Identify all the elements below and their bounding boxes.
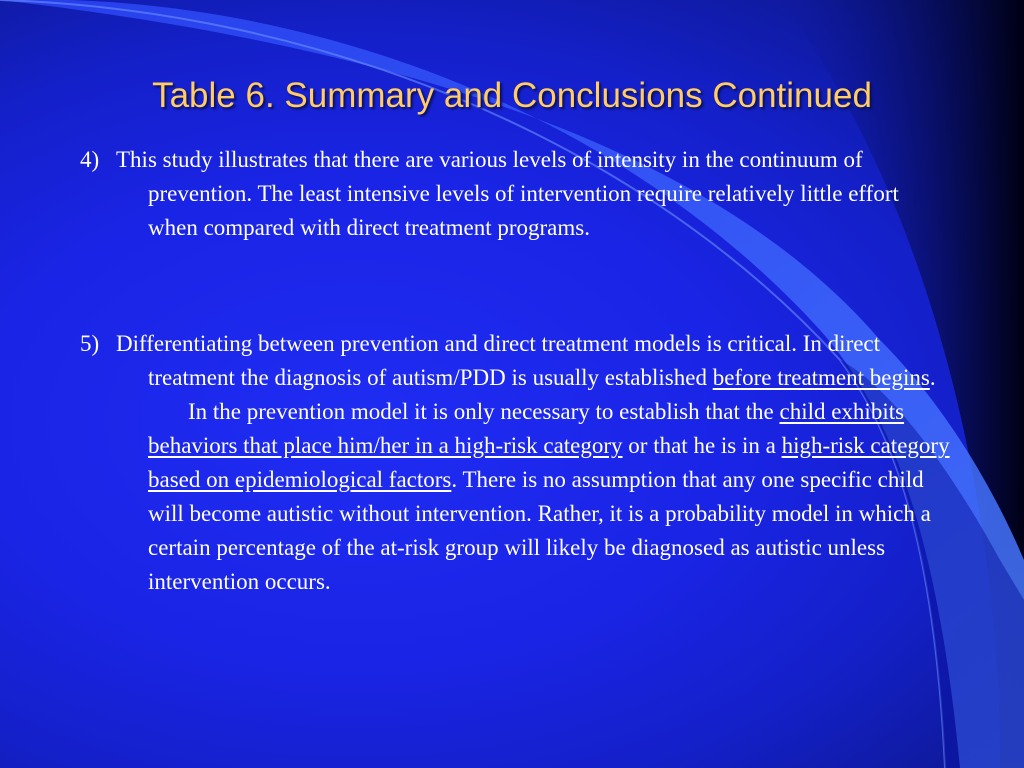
continuation-text-2: or that he is in a [622, 433, 782, 458]
item-text-end: . [929, 365, 936, 390]
continuation-paragraph [80, 395, 952, 599]
underlined-phrase-1: child exhibits behaviors that place him/her in a high-risk category [148, 399, 905, 458]
item-text: Differentiating between prevention and direct treatment models is critical. In direct treatment the diagnosis of autism/PDD is usually established [116, 331, 881, 390]
continuation-text-3: . There is no assumption that any one specific child will become autistic without intervention. Rather, it is a probability model in which a certain percentage of the at-risk group will likely be diagnosed as autistic unless intervention occurs. [148, 467, 931, 594]
slide-title: Table 6. Summary and Conclusions Continued [152, 76, 872, 115]
item-number: 5) [80, 331, 100, 356]
underlined-phrase-2: high-risk category based on epidemiological factors [148, 433, 950, 492]
item-number: 4) [80, 147, 100, 172]
item-text: This study illustrates that there are various levels of intensity in the continuum of prevention. The least intensive levels of intervention require relatively little effort when compared with direct treatment programs. [116, 147, 899, 240]
list-item-5 [80, 327, 952, 599]
underlined-phrase: before treatment begins [712, 365, 930, 390]
continuation-text-1: In the prevention model it is only necessary to establish that the [188, 399, 780, 424]
list-item-4 [80, 143, 952, 245]
